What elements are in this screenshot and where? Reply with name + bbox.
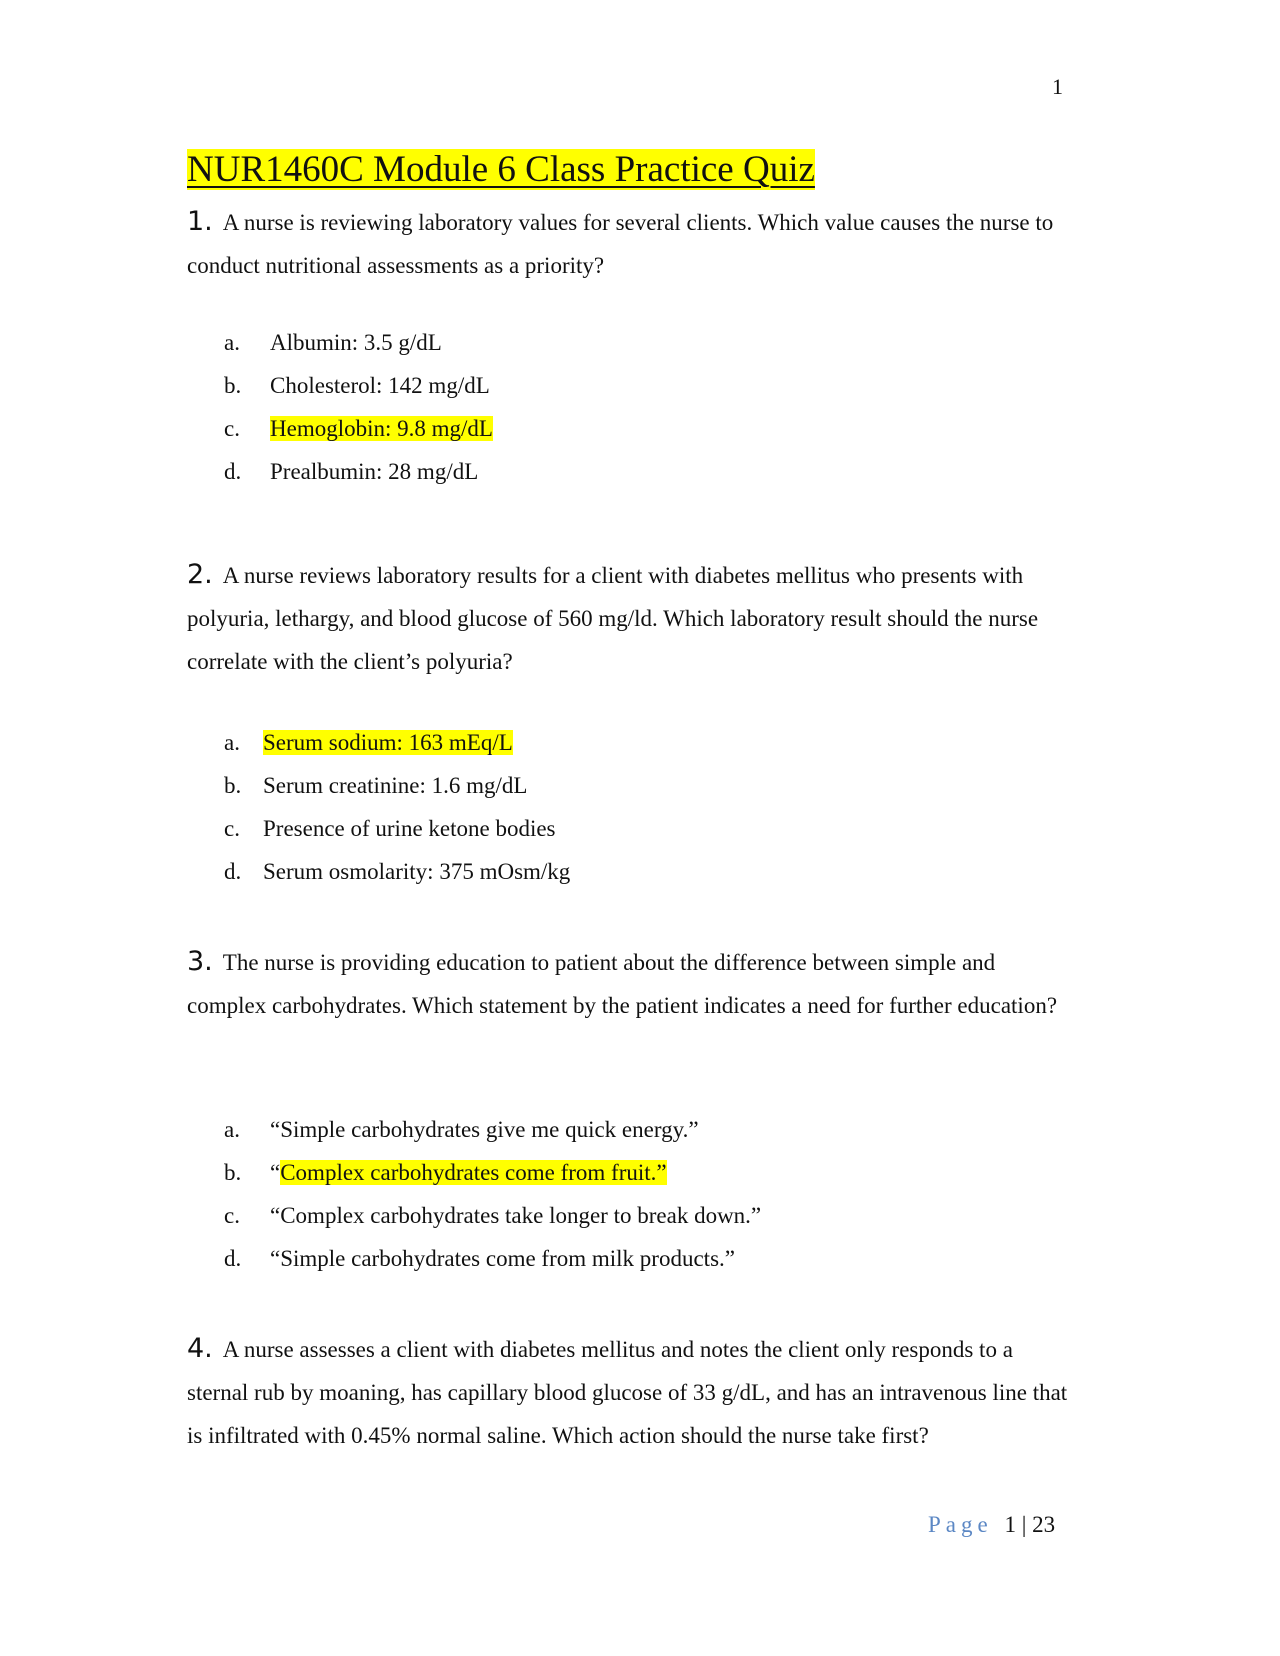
option-text: “Simple carbohydrates give me quick energy.” — [270, 1117, 699, 1142]
question-number: 1. — [187, 206, 213, 237]
option-a — [224, 321, 493, 364]
question-4 — [187, 1327, 1077, 1457]
option-c — [224, 1194, 761, 1237]
option-text: Serum osmolarity: 375 mOsm/kg — [263, 859, 571, 884]
question-3-options — [224, 1108, 761, 1280]
question-number: 3. — [187, 946, 213, 977]
option-letter: a. — [224, 730, 240, 755]
option-text-highlighted: Complex carbohydrates come from fruit.” — [280, 1160, 667, 1185]
question-1 — [187, 200, 1077, 287]
question-number: 4. — [187, 1333, 213, 1364]
option-c — [224, 407, 493, 450]
option-c — [224, 807, 570, 850]
option-text: “Complex carbohydrates take longer to break down.” — [270, 1203, 762, 1228]
option-text: Prealbumin: 28 mg/dL — [270, 459, 479, 484]
question-text: A nurse is reviewing laboratory values for several clients. Which value causes the nurse to conduct nutritional assessments as a priority? — [187, 210, 1054, 278]
question-2-options — [224, 721, 570, 893]
option-b — [224, 764, 570, 807]
page-title — [187, 146, 815, 194]
option-a — [224, 721, 570, 764]
option-text: Albumin: 3.5 g/dL — [270, 330, 442, 355]
option-letter: b. — [224, 773, 242, 798]
option-letter: d. — [224, 859, 242, 884]
option-letter: b. — [224, 373, 242, 398]
question-1-options — [224, 321, 493, 493]
option-letter: a. — [224, 1117, 240, 1142]
option-text-highlighted: Hemoglobin: 9.8 mg/dL — [270, 416, 493, 441]
option-b — [224, 1151, 761, 1194]
option-open-quote: “ — [270, 1160, 281, 1185]
option-letter: d. — [224, 459, 242, 484]
question-number: 2. — [187, 559, 213, 590]
question-text: A nurse assesses a client with diabetes mellitus and notes the client only responds to a sternal rub by moaning, has capillary blood glucose of 33 g/dL, and has an intravenous line that is infiltrated with 0.45% normal saline. Which action should the nurse take first? — [187, 1337, 1068, 1448]
footer-current-page: 1 — [1004, 1512, 1016, 1537]
option-d — [224, 850, 570, 893]
question-text: A nurse reviews laboratory results for a client with diabetes mellitus who presents with polyuria, lethargy, and blood glucose of 560 mg/ld. Which laboratory result should the nurse correlate with the client’s polyuria? — [187, 563, 1039, 674]
question-2 — [187, 553, 1077, 683]
footer-total-pages: 23 — [1032, 1512, 1056, 1537]
option-text: Serum creatinine: 1.6 mg/dL — [263, 773, 528, 798]
option-d — [224, 450, 493, 493]
page-footer — [928, 1512, 1055, 1538]
option-a — [224, 1108, 761, 1151]
option-letter: c. — [224, 1203, 240, 1228]
option-letter: b. — [224, 1160, 242, 1185]
footer-separator: | — [1021, 1512, 1027, 1537]
option-text: Cholesterol: 142 mg/dL — [270, 373, 490, 398]
option-b — [224, 364, 493, 407]
header-page-number: 1 — [1052, 74, 1063, 99]
option-letter: a. — [224, 330, 240, 355]
option-letter: c. — [224, 416, 240, 441]
option-d — [224, 1237, 761, 1280]
page-title-text: NUR1460C Module 6 Class Practice Quiz — [187, 149, 815, 190]
option-letter: d. — [224, 1246, 242, 1271]
option-letter: c. — [224, 816, 240, 841]
option-text: Presence of urine ketone bodies — [263, 816, 556, 841]
question-3 — [187, 940, 1077, 1027]
footer-page-label: Page — [928, 1512, 993, 1537]
option-text: “Simple carbohydrates come from milk products.” — [270, 1246, 735, 1271]
option-text-highlighted: Serum sodium: 163 mEq/L — [263, 730, 513, 755]
question-text: The nurse is providing education to patient about the difference between simple and complex carbohydrates. Which statement by the patient indicates a need for further education? — [187, 950, 1058, 1018]
